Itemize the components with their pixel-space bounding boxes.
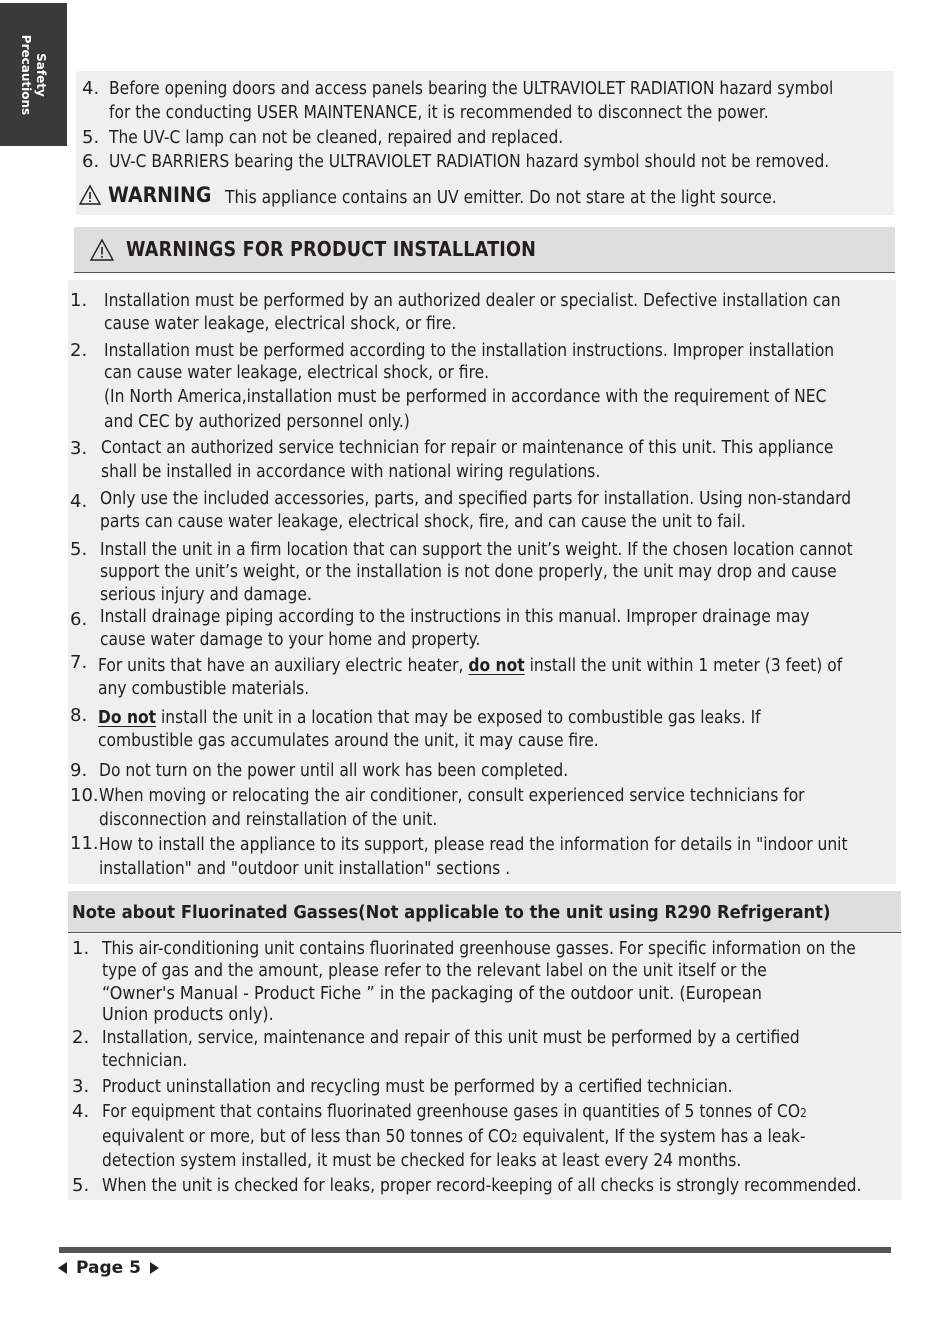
fgas-item-line: Product uninstallation and recycling must be performed by a certified technician. (102, 1076, 733, 1097)
uv-item-line: for the conducting USER MAINTENANCE, it is recommended to disconnect the power. (109, 102, 769, 123)
install-item-number: 1. (70, 290, 88, 311)
install-item-line: serious injury and damage. (100, 584, 312, 605)
fgas-item-number: 3. (72, 1076, 90, 1097)
uv-item-line: The UV-C lamp can not be cleaned, repaired and replaced. (109, 127, 564, 148)
fgas-item-line (102, 1101, 807, 1124)
page-footer (58, 1258, 159, 1280)
fgas-item-line: Union products only). (102, 1004, 274, 1025)
install-item-number: 11. (70, 833, 99, 854)
previous-page-arrow-icon[interactable] (58, 1262, 67, 1274)
install-item-line: shall be installed in accordance with national wiring regulations. (101, 461, 601, 482)
install-item-line: How to install the appliance to its support, please read the information for details in "indoor unit (99, 834, 848, 855)
install-item-line (98, 707, 761, 729)
install-item-line: combustible gas accumulates around the unit, it may cause fire. (98, 730, 599, 751)
install-item-number: 5. (70, 539, 88, 560)
fgas-item-line (102, 1126, 805, 1149)
install-item-line: When moving or relocating the air conditioner, consult experienced service technicians for (99, 785, 805, 806)
uv-item-line: Before opening doors and access panels bearing the ULTRAVIOLET RADIATION hazard symbol (109, 78, 834, 99)
fgas-item-line: detection system installed, it must be checked for leaks at least every 24 months. (102, 1150, 742, 1171)
fgas-item-text: equivalent, If the system has a leak- (517, 1126, 806, 1147)
next-page-arrow-icon[interactable] (150, 1262, 159, 1274)
install-item-text: For units that have an auxiliary electric heater, (98, 655, 469, 676)
install-item-line: Install the unit in a firm location that can support the unit’s weight. If the chosen location cannot (100, 539, 853, 560)
section-side-tab (0, 3, 67, 146)
install-item-line: and CEC by authorized personnel only.) (104, 411, 410, 432)
install-item-line: disconnection and reinstallation of the unit. (99, 809, 438, 830)
install-item-text: install the unit in a location that may be exposed to combustible gas leaks. If (156, 707, 761, 728)
warning-triangle-icon (89, 238, 115, 262)
fgas-item-text: For equipment that contains fluorinated greenhouse gases in quantities of 5 tonnes of CO (102, 1101, 801, 1122)
fgas-heading-bar (68, 891, 901, 933)
fgas-item-line: Installation, service, maintenance and repair of this unit must be performed by a certified (102, 1027, 800, 1048)
install-item-line: installation" and "outdoor unit installation" sections . (99, 858, 511, 879)
install-item-number: 4. (70, 491, 88, 512)
install-item-line: parts can cause water leakage, electrical shock, fire, and can cause the unit to fail. (100, 511, 746, 532)
install-item-line: (In North America,installation must be performed in accordance with the requirement of NEC (104, 386, 827, 407)
uv-item-number: 4. (82, 78, 100, 99)
page-number: Page 5 (76, 1258, 141, 1278)
install-item-line: cause water damage to your home and property. (100, 629, 481, 650)
fgas-item-text: equivalent or more, but of less than 50 tonnes of CO (102, 1126, 511, 1147)
fgas-heading: Note about Fluorinated Gasses(Not applicable to the unit using R290 Refrigerant) (72, 902, 831, 923)
side-tab-label (18, 20, 48, 130)
uv-warning-label: WARNING (108, 183, 212, 207)
install-item-number: 8. (70, 705, 88, 726)
install-item-line: Installation must be performed according to the installation instructions. Improper installation (104, 340, 835, 361)
fgas-item-line: When the unit is checked for leaks, proper record-keeping of all checks is strongly recommended. (102, 1175, 862, 1196)
fgas-item-number: 2. (72, 1027, 90, 1048)
install-item-number: 7. (70, 652, 88, 673)
footer-rule (59, 1247, 891, 1253)
install-item-line: Installation must be performed by an authorized dealer or specialist. Defective installation can (104, 290, 841, 311)
co2-subscript: 2 (800, 1106, 807, 1120)
install-item-line (98, 655, 842, 677)
install-item-line: support the unit’s weight, or the installation is not done properly, the unit may drop and cause (100, 561, 837, 582)
install-item-line: Install drainage piping according to the instructions in this manual. Improper drainage may (100, 606, 810, 627)
fgas-item-line: type of gas and the amount, please refer to the relevant label on the unit itself or the (102, 960, 767, 981)
fgas-item-number: 4. (72, 1101, 90, 1122)
install-item-number: 10. (70, 785, 99, 806)
install-item-line: cause water leakage, electrical shock, or fire. (104, 313, 457, 334)
install-item-emphasis: Do not (98, 707, 157, 728)
fgas-item-number: 5. (72, 1175, 90, 1196)
co2-subscript: 2 (510, 1131, 518, 1145)
fgas-item-number: 1. (72, 938, 90, 959)
installation-heading: WARNINGS FOR PRODUCT INSTALLATION (126, 237, 537, 261)
install-item-line: can cause water leakage, electrical shock, or fire. (104, 362, 490, 383)
uv-item-line: UV-C BARRIERS bearing the ULTRAVIOLET RADIATION hazard symbol should not be removed. (109, 151, 830, 172)
fgas-item-line: This air-conditioning unit contains fluorinated greenhouse gasses. For specific information on the (102, 938, 856, 959)
side-tab-line1: Safety (34, 53, 48, 97)
install-item-line: Only use the included accessories, parts, and specified parts for installation. Using non-standard (100, 488, 852, 509)
install-item-number: 3. (70, 438, 88, 459)
install-item-line: Contact an authorized service technician for repair or maintenance of this unit. This appliance (101, 437, 834, 458)
install-item-number: 2. (70, 340, 88, 361)
uv-item-number: 6. (82, 151, 100, 172)
install-item-number: 6. (70, 609, 88, 630)
fgas-item-line: technician. (102, 1050, 188, 1071)
install-item-line: Do not turn on the power until all work has been completed. (99, 760, 569, 781)
install-item-line: any combustible materials. (98, 678, 310, 699)
warning-triangle-icon (78, 184, 102, 206)
install-item-number: 9. (70, 760, 88, 781)
uv-warning-text: This appliance contains an UV emitter. Do not stare at the light source. (225, 187, 777, 208)
side-tab-line2: Precautions (19, 34, 33, 116)
install-item-text: install the unit within 1 meter (3 feet) of (524, 655, 843, 676)
fgas-item-line: “Owner's Manual - Product Fiche ” in the packaging of the outdoor unit. (European (102, 983, 762, 1004)
installation-heading-bar (74, 227, 895, 273)
install-item-emphasis: do not (468, 655, 525, 676)
uv-item-number: 5. (82, 127, 100, 148)
